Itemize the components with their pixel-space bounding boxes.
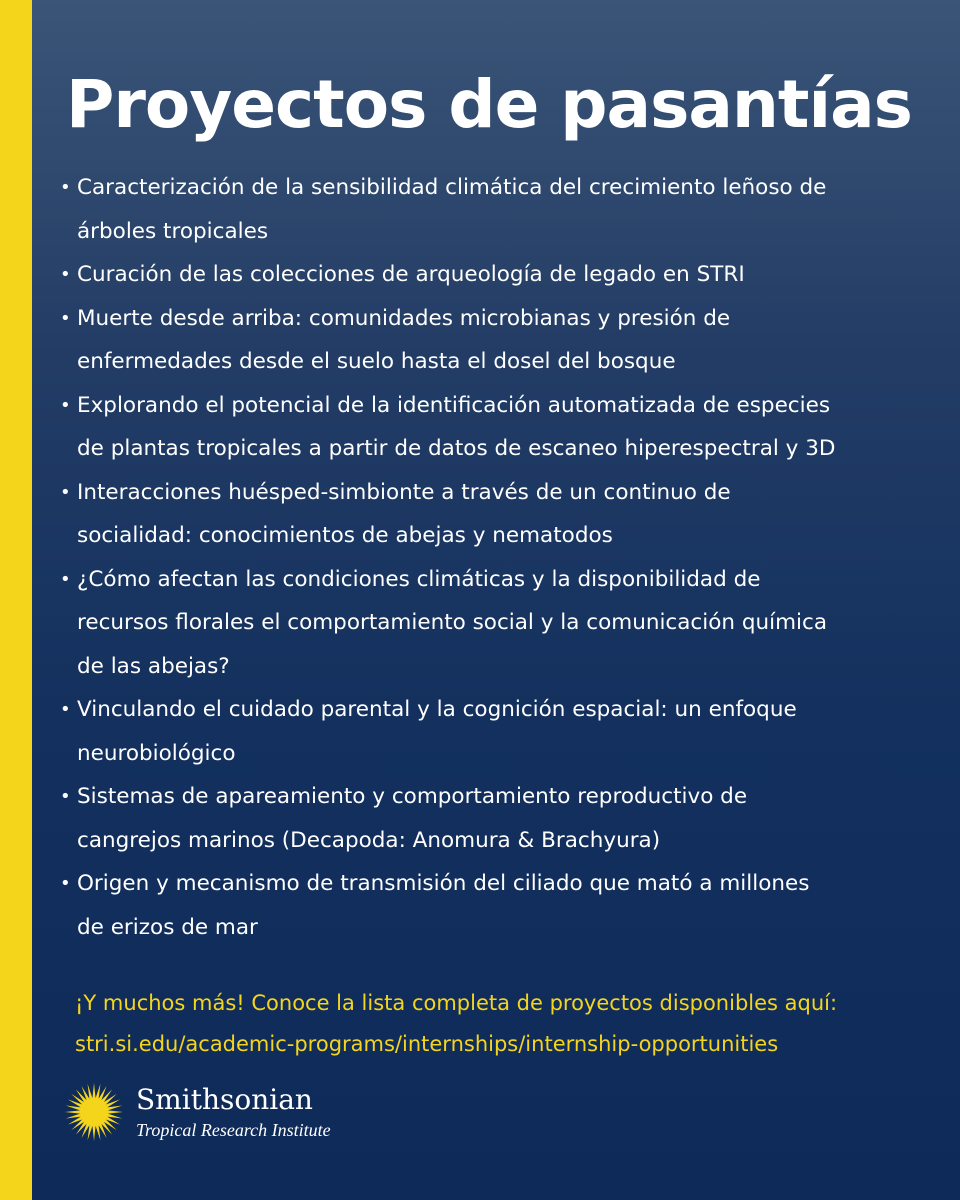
list-item-text [77,784,747,853]
list-item-line: Muerte desde arriba: comunidades microbianas y presión de [77,305,731,331]
sun-icon [64,1082,124,1142]
bullet-glyph: • [60,786,71,807]
list-item-text [77,175,826,244]
list-item [60,297,905,384]
list-item-text [77,567,827,679]
list-item-line: de erizos de mar [77,914,258,940]
list-item-text [77,480,731,549]
bullet-glyph: • [60,481,71,503]
list-item [60,688,905,775]
bullet-glyph: • [60,568,71,590]
bullet-glyph: • [60,307,71,329]
bullet-glyph: • [60,177,71,198]
page-title: Proyectos de pasantías [66,66,912,143]
list-item-line: neurobiológico [77,740,236,766]
list-item-text [77,262,745,287]
list-item-line: Caracterización de la sensibilidad climática del crecimiento leñoso de [77,175,827,200]
list-item [60,862,905,949]
cta-link[interactable]: stri.si.edu/academic-programs/internships/internship-opportunities [75,1032,779,1056]
list-item-line: recursos florales el comportamiento social y la comunicación química [77,610,827,635]
list-item-line: Vinculando el cuidado parental y la cognición espacial: un enfoque [77,697,797,722]
call-to-action [75,983,935,1065]
list-item [60,253,905,297]
list-item-line: cangrejos marinos (Decapoda: Anomura & Brachyura) [77,827,661,853]
bullet-glyph: • [60,264,71,285]
bullet-glyph: • [60,394,71,416]
list-item-line: Sistemas de apareamiento y comportamiento reproductivo de [77,784,748,809]
list-item-line: Interacciones huésped-simbionte a través de un continuo de [77,479,731,505]
list-item [60,166,905,253]
list-item-line: Explorando el potencial de la identificación automatizada de especies [77,392,831,418]
list-item-line: árboles tropicales [77,218,269,244]
list-item [60,471,905,558]
list-item-line: ¿Cómo afectan las condiciones climáticas y la disponibilidad de [77,566,761,592]
list-item-line: Curación de las colecciones de arqueología de legado en STRI [77,262,745,287]
list-item-line: Origen y mecanismo de transmisión del ciliado que mató a millones [77,871,810,896]
project-list [60,166,905,949]
list-item-text [77,393,835,462]
list-item-text [77,697,797,766]
list-item-text [77,306,730,375]
list-item-line: de las abejas? [77,653,230,679]
logo-name: Smithsonian [136,1083,313,1116]
bullet-glyph: • [60,873,71,894]
list-item [60,558,905,689]
list-item [60,384,905,471]
list-item-text [77,871,809,940]
accent-bar [0,0,32,1200]
smithsonian-logo [64,1082,364,1142]
list-item-line: enfermedades desde el suelo hasta el dosel del bosque [77,349,676,374]
bullet-glyph: • [60,699,71,720]
cta-text: ¡Y muchos más! Conoce la lista completa de proyectos disponibles aquí: [75,991,838,1015]
list-item-line: de plantas tropicales a partir de datos de escaneo hiperespectral y 3D [77,436,836,461]
list-item [60,775,905,862]
logo-subtitle: Tropical Research Institute [136,1120,331,1140]
list-item-line: socialidad: conocimientos de abejas y nematodos [77,523,613,548]
